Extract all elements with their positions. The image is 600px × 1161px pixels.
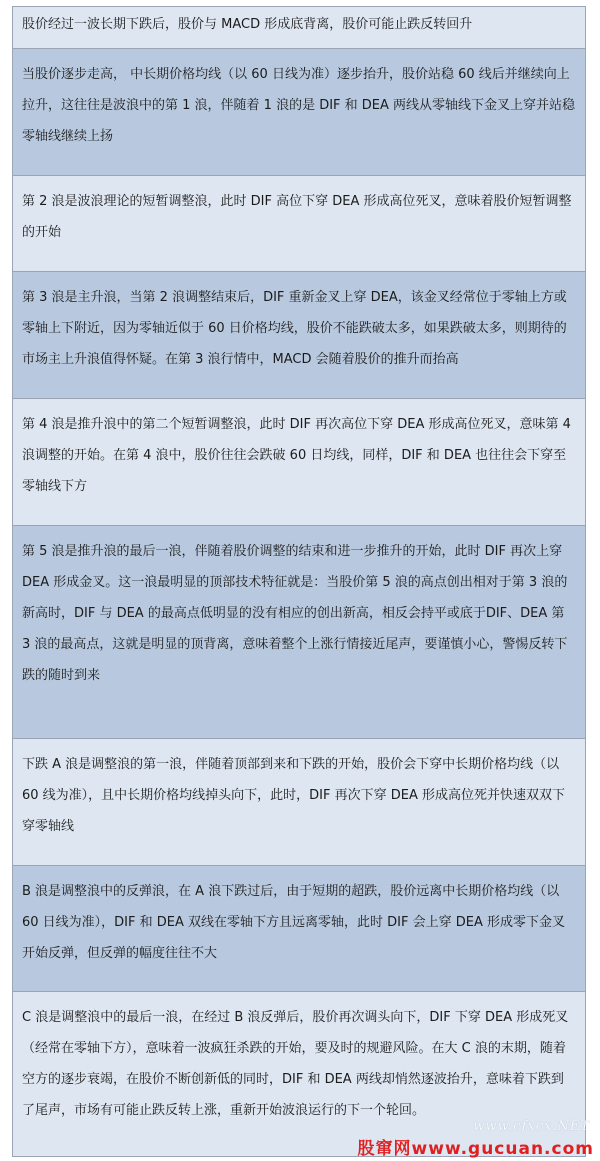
row-text: 第 2 浪是波浪理论的短暂调整浪，此时 DIF 高位下穿 DEA 形成高位死叉，意味着股价短暂调整的开始 xyxy=(22,194,572,240)
macd-wave-table xyxy=(12,6,586,1157)
row-text: 当股价逐步走高， 中长期价格均线（以 60 日线为准）逐步抬升，股价站稳 60 线后并继续向上拉升，这往往是波浪中的第 1 浪，伴随着 1 浪的是 DIF 和 DEA 两线从零轴线下金叉上穿并站稳零轴线继续上扬 xyxy=(22,67,576,144)
row-text: 下跌 A 浪是调整浪的第一浪，伴随着顶部到来和下跌的开始，股价会下穿中长期价格均线（以 60 线为准），且中长期价格均线掉头向下，此时，DIF 再次下穿 DEA 形成高位死并快速双双下穿零轴线 xyxy=(22,757,566,834)
table-row xyxy=(13,526,585,739)
table-row xyxy=(13,272,585,399)
row-text: C 浪是调整浪中的最后一浪，在经过 B 浪反弹后，股价再次调头向下，DIF 下穿 DEA 形成死叉（经常在零轴下方），意味着一波疯狂杀跌的开始，要及时的规避风险。在大 C 浪的末期，随着空方的逐步衰竭，在股价不断创新低的同时，DIF 和 DEA 两线却悄然逐波抬升，意味着下跌到了尾声，市场有可能止跌反转上涨，重新开始波浪运行的下一个轮回。 xyxy=(22,1010,569,1118)
table-row xyxy=(13,866,585,992)
table-row xyxy=(13,7,585,49)
watermark xyxy=(358,1119,594,1159)
table-row xyxy=(13,176,585,272)
row-text: B 浪是调整浪中的反弹浪，在 A 浪下跌过后，由于短期的超跌，股价远离中长期价格均线（以 60 日线为准），DIF 和 DEA 双线在零轴下方且远离零轴，此时 DIF 会上穿 DEA 形成零下金叉开始反弹，但反弹的幅度往往不大 xyxy=(22,884,565,961)
table-row xyxy=(13,49,585,176)
table-row xyxy=(13,739,585,866)
row-text: 第 5 浪是推升浪的最后一浪，伴随着股价调整的结束和进一步推升的开始，此时 DIF 再次上穿 DEA 形成金叉。这一浪最明显的顶部技术特征就是：当股价第 5 浪的高点创出相对于第 3 浪的新高时，DIF 与 DEA 的最高点低明显的没有相应的创出新高，相反会持平或底于DIF、DEA 第 3 浪的最高点，这就是明显的顶背离，意味着整个上涨行情接近尾声，要谨慎小心，警惕反转下跌的随时到来 xyxy=(22,544,568,683)
row-text: 股价经过一波长期下跌后，股价与 MACD 形成底背离，股价可能止跌反转回升 xyxy=(22,17,473,32)
row-text: 第 4 浪是推升浪中的第二个短暂调整浪，此时 DIF 再次高位下穿 DEA 形成高位死叉，意味第 4 浪调整的开始。在第 4 浪中，股价往往会跌破 60 日均线，同样，DIF 和 DEA 也往往会下穿至零轴线下方 xyxy=(22,417,571,494)
table-row xyxy=(13,399,585,526)
watermark-brand: 股窜网www.gucuan.com xyxy=(357,1139,594,1159)
row-text: 第 3 浪是主升浪，当第 2 浪调整结束后，DIF 重新金叉上穿 DEA，该金叉经常位于零轴上方或零轴上下附近，因为零轴近似于 60 日价格均线，股价不能跌破太多，如果跌破太多，则期待的市场主上升浪值得怀疑。在第 3 浪行情中，MACD 会随着股价的推升而抬高 xyxy=(22,290,567,367)
watermark-site: www.cfxcx.NET xyxy=(473,1119,590,1134)
